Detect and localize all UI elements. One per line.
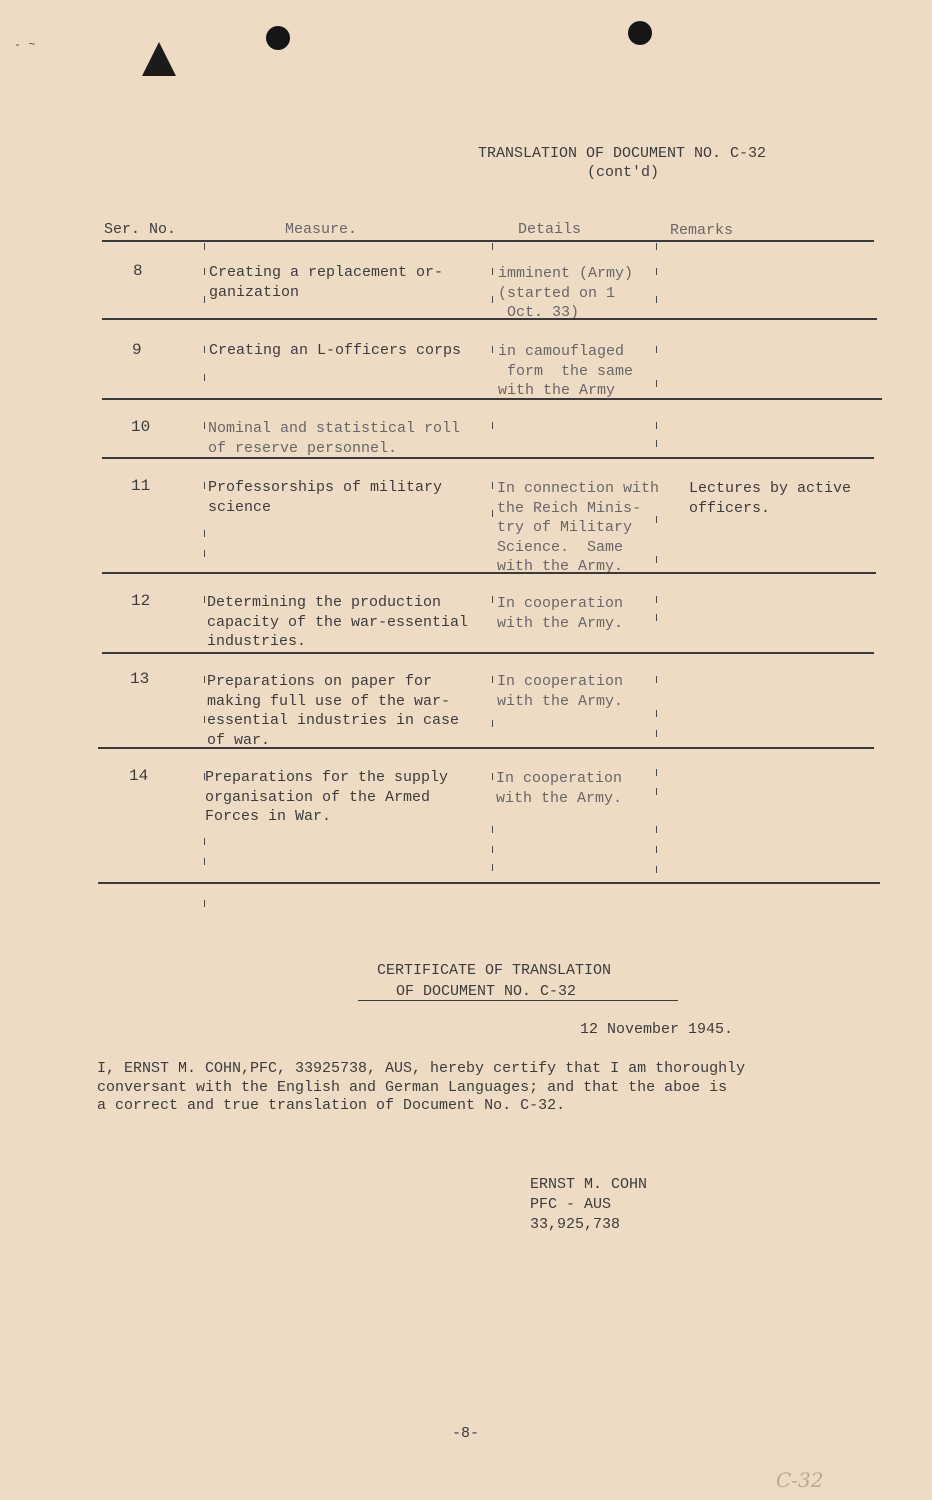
row-13-measure: Preparations on paper for making full use of the war- essential industries in case of war. bbox=[207, 673, 460, 749]
row-9-measure: Creating an L-officers corps bbox=[209, 342, 462, 359]
row-13-number: 13 bbox=[130, 670, 150, 688]
row-11-number: 11 bbox=[131, 477, 151, 495]
table-bottom-rule bbox=[98, 882, 880, 884]
row-12-number: 12 bbox=[131, 592, 151, 610]
torn-corner bbox=[142, 42, 176, 76]
pencil-note: C-32 bbox=[776, 1468, 824, 1492]
row-14-details: In cooperation with the Army. bbox=[496, 770, 623, 807]
row-13-rule bbox=[98, 747, 874, 749]
row-11-remarks: Lectures by active officers. bbox=[689, 480, 852, 517]
row-12-details: In cooperation with the Army. bbox=[497, 595, 624, 632]
header-rule bbox=[102, 240, 874, 242]
row-9-rule bbox=[102, 398, 882, 400]
row-8-measure: Creating a replacement or- ganization bbox=[209, 264, 444, 301]
signature-number: 33,925,738 bbox=[530, 1216, 621, 1233]
row-10-number: 10 bbox=[131, 418, 151, 436]
row-10-measure: Nominal and statistical roll of reserve personnel. bbox=[208, 420, 461, 457]
punch-hole-right bbox=[628, 21, 652, 45]
row-11-details: In connection with the Reich Minis- try of Military Science. Same with the Army. bbox=[497, 480, 660, 575]
certificate-subtitle: OF DOCUMENT NO. C-32 bbox=[396, 983, 577, 1000]
row-13-details: In cooperation with the Army. bbox=[497, 673, 624, 710]
row-11-measure: Professorships of military science bbox=[208, 479, 443, 516]
certificate-title: CERTIFICATE OF TRANSLATION bbox=[377, 962, 612, 979]
certificate-body: I, ERNST M. COHN,PFC, 33925738, AUS, hereby certify that I am thoroughly conversant with the English and German Languages; and that the aboe is a correct and true translation of Document No. C-32. bbox=[97, 1060, 746, 1114]
signature-rank: PFC - AUS bbox=[530, 1196, 612, 1213]
signature-name: ERNST M. COHN bbox=[530, 1176, 648, 1193]
row-8-details: imminent (Army) (started on 1 Oct. 33) bbox=[498, 265, 634, 321]
row-12-measure: Determining the production capacity of the war-essential industries. bbox=[207, 594, 469, 650]
row-14-measure: Preparations for the supply organisation of the Armed Forces in War. bbox=[205, 769, 449, 825]
column-header-measure: Measure. bbox=[285, 221, 358, 238]
row-12-rule bbox=[102, 652, 874, 654]
document-title: TRANSLATION OF DOCUMENT NO. C-32 bbox=[478, 145, 767, 162]
row-8-rule bbox=[102, 318, 877, 320]
certificate-underline bbox=[358, 1000, 678, 1001]
page-number: -8- bbox=[452, 1425, 480, 1442]
row-10-rule bbox=[102, 457, 874, 459]
row-14-number: 14 bbox=[129, 767, 149, 785]
column-header-remarks: Remarks bbox=[670, 222, 734, 239]
corner-mark: - ~ bbox=[14, 38, 36, 52]
punch-hole-left bbox=[266, 26, 290, 50]
row-9-details: in camouflaged form the same with the Army bbox=[498, 343, 634, 399]
row-9-number: 9 bbox=[132, 341, 142, 359]
row-8-number: 8 bbox=[133, 262, 143, 280]
column-header-ser-no: Ser. No. bbox=[104, 221, 177, 238]
document-subtitle: (cont'd) bbox=[587, 164, 660, 181]
row-11-rule bbox=[102, 572, 876, 574]
column-header-details: Details bbox=[518, 221, 582, 238]
certificate-date: 12 November 1945. bbox=[580, 1021, 734, 1038]
